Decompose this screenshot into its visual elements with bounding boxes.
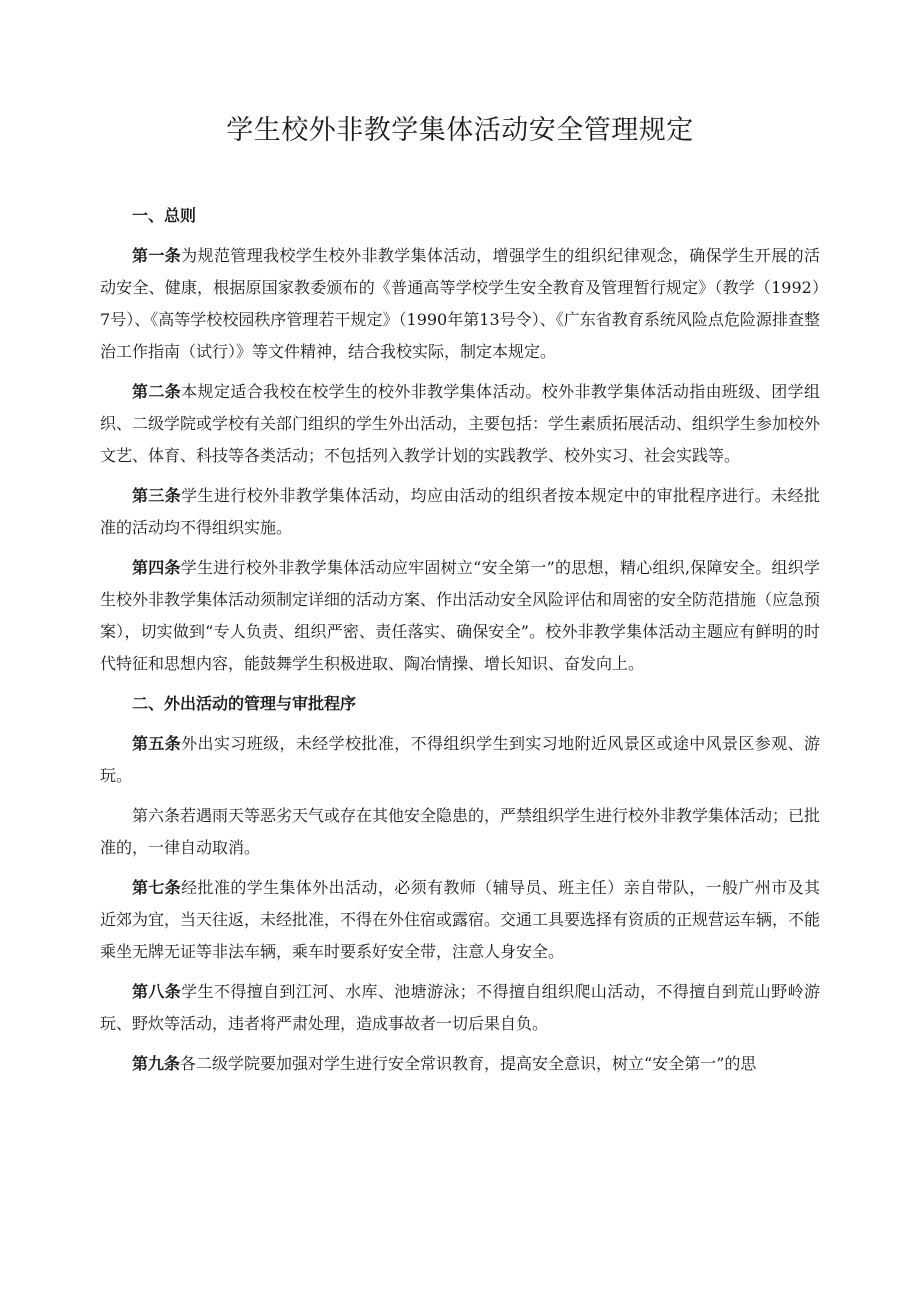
article-4-text: 学生进行校外非教学集体活动应牢固树立“安全第一”的思想，精心组织,保障安全。组织学生校外非教学集体活动须制定详细的活动方案、作出活动安全风险评估和周密的安全防范措施（应急预案），切实做到“专人负责、组织严密、责任落实、确保安全”。校外非教学集体活动主题应有鲜明的时代特征和思想内容，能鼓舞学生积极进取、陶冶情操、增长知识、奋发向上。 (100, 558, 821, 673)
article-4 (100, 552, 820, 680)
article-5 (100, 728, 820, 792)
article-3-text: 学生进行校外非教学集体活动，均应由活动的组织者按本规定中的审批程序进行。未经批准的活动均不得组织实施。 (100, 486, 820, 537)
article-2 (100, 376, 820, 472)
article-4-label: 第四条 (132, 558, 181, 577)
article-7-text: 经批准的学生集体外出活动，必须有教师（辅导员、班主任）亲自带队，一般广州市及其近郊为宜，当天往返，未经批准，不得在外住宿或露宿。交通工具要选择有资质的正规营运车辆，不能乘坐无牌无证等非法车辆，乘车时要系好安全带，注意人身安全。 (100, 878, 821, 961)
article-6 (100, 800, 820, 864)
article-2-label: 第二条 (132, 382, 182, 401)
article-6-text: 第六条若遇雨天等恶劣天气或存在其他安全隐患的，严禁组织学生进行校外非教学集体活动；已批准的，一律自动取消。 (100, 806, 821, 857)
article-9-text: 各二级学院要加强对学生进行安全常识教育，提高安全意识，树立“安全第一”的思 (180, 1054, 757, 1073)
article-3 (100, 480, 820, 544)
article-9 (100, 1048, 820, 1080)
article-1 (100, 240, 820, 368)
article-5-label: 第五条 (132, 734, 182, 753)
article-3-label: 第三条 (132, 486, 182, 505)
article-2-text: 本规定适合我校在校学生的校外非教学集体活动。校外非教学集体活动指由班级、团学组织、二级学院或学校有关部门组织的学生外出活动，主要包括：学生素质拓展活动、组织学生参加校外文艺、体育、科技等各类活动；不包括列入教学计划的实践教学、校外实习、社会实践等。 (100, 382, 821, 465)
section-heading-approval: 二、外出活动的管理与审批程序 (132, 694, 357, 713)
article-9-label: 第九条 (132, 1054, 181, 1073)
section-heading-general: 一、总则 (132, 206, 197, 225)
article-1-label: 第一条 (132, 246, 182, 265)
article-8-label: 第八条 (132, 982, 182, 1001)
article-8 (100, 976, 820, 1040)
document-title: 学生校外非教学集体活动安全管理规定 (226, 115, 694, 146)
article-1-text: 为规范管理我校学生校外非教学集体活动，增强学生的组织纪律观念，确保学生开展的活动安全、健康，根据原国家教委颁布的《普通高等学校学生安全教育及管理暂行规定》（教学（1992）7号）、《高等学校校园秩序管理若干规定》（1990年第13号令）、《广东省教育系统风险点危险源排查整治工作指南（试行）》等文件精神，结合我校实际，制定本规定。 (100, 246, 820, 361)
article-5-text: 外出实习班级，未经学校批准，不得组织学生到实习地附近风景区或途中风景区参观、游玩。 (100, 734, 820, 785)
article-7 (100, 872, 820, 968)
document-body (100, 200, 820, 1088)
article-7-label: 第七条 (132, 878, 182, 897)
article-8-text: 学生不得擅自到江河、水库、池塘游泳；不得擅自组织爬山活动，不得擅自到荒山野岭游玩、野炊等活动，违者将严肃处理，造成事故者一切后果自负。 (100, 982, 820, 1033)
